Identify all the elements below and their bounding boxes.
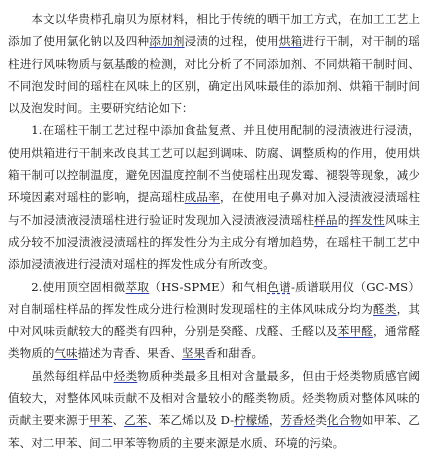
- text-run: 香和甜香。: [205, 346, 264, 361]
- underlined-term: 色谱: [267, 279, 291, 294]
- text-run: （HS-SPME）和气相: [149, 279, 268, 294]
- text-run: ，在使用电子鼻对加入浸渍液浸渍瑶柱与不加浸渍液浸渍瑶柱进行验证时发现加入浸渍液浸渍瑶柱: [8, 190, 420, 227]
- underlined-term: 添加剂: [149, 34, 185, 49]
- text-run: 物质种类最多且相对含量最多，但由于烃类物质感官阈值较大，对整体风味贡献不及相对含量较小的醛类物质。烃类物质对整体风味的贡献主要来源于: [8, 368, 420, 428]
- underlined-term: 萃取: [125, 279, 150, 294]
- text-run: 1.在瑶柱干制工艺过程中添加食盐复煮、并且使用配制的浸渍液进行浸渍，使用烘箱进行干制来改良其工艺可以起到调味、防腐、调整质构的作用，使用烘箱干制可以控制温度，避免因温度控制不当使瑶柱出现发霉、褪裂等现象，减少环境因素对瑶柱的影响，提高瑶柱: [8, 123, 420, 205]
- underlined-term: 烘箱: [278, 34, 303, 49]
- underlined-term: 样品: [314, 212, 338, 227]
- paragraph-conclusion-1: [8, 119, 420, 275]
- underlined-term: 烃类: [113, 368, 138, 383]
- text-run: 的: [337, 212, 350, 227]
- underlined-term: 乙苯: [124, 413, 148, 428]
- text-run: ，通常醛类物质的: [8, 324, 420, 361]
- text-run: 、: [112, 413, 125, 428]
- text-run: 如甲苯、乙苯、对二甲苯、间二甲苯等物质的主要来源是水质、环境的污染。: [8, 413, 420, 450]
- paragraph-conclusion-2: [8, 276, 420, 365]
- paragraph-hydrocarbons: [8, 365, 420, 454]
- text-run: 本文以华贵栉孔扇贝为原材料，相比于传统的晒干加工方式，在加工工艺上添加了使用氯化钠以及四种: [8, 12, 420, 49]
- text-run: 描述为青香、果香、: [77, 346, 182, 361]
- underlined-term: 成品率: [184, 190, 220, 205]
- underlined-term: 苯甲醛: [337, 324, 374, 339]
- underlined-term: 醛类: [373, 301, 397, 316]
- underlined-term: 甲苯: [89, 413, 113, 428]
- text-run: 2.使用顶空固相微: [31, 279, 126, 294]
- underlined-term: 芳香烃: [280, 413, 316, 428]
- text-run: 浸渍的过程，使用: [184, 34, 279, 49]
- underlined-term: 柠檬烯: [234, 413, 269, 428]
- underlined-term: 挥发性: [349, 212, 385, 227]
- text-run: 进行干制，对干制的瑶柱进行风味物质与氨基酸的检测，对比分析了不同添加剂、不同烘箱干制时间、不同泡发时间的瑶柱在风味上的区别，确定出风味最佳的添加剂、烘箱干制时间以及泡发时间。主要研究结论如下：: [8, 34, 420, 116]
- text-run: ，其中对风味贡献较大的醛类有四种，分别是癸醛、戊醛、壬醛以及: [8, 301, 420, 339]
- underlined-term: 坚果: [181, 346, 206, 361]
- text-run: 、苯乙烯以及 D-: [147, 413, 235, 428]
- underlined-term: 化合物: [327, 413, 362, 428]
- text-run: ，: [268, 413, 281, 428]
- underlined-term: 气味: [54, 346, 78, 361]
- text-run: 类: [315, 413, 327, 428]
- text-run: 虽然每组样品中: [31, 368, 114, 383]
- text-run: -质谱联用仪（GC-MS）对自制瑶柱样品的挥发性成分进行检测时发现瑶柱的主体风味成分均为: [8, 279, 420, 316]
- text-run: 风味主成分较不加浸渍液浸渍瑶柱的挥发性分为主成分有增加趋势，在瑶柱干制工艺中添加浸渍液进行浸渍对瑶柱的挥发性成分有所改变。: [8, 212, 420, 272]
- paragraph-intro: [8, 8, 420, 119]
